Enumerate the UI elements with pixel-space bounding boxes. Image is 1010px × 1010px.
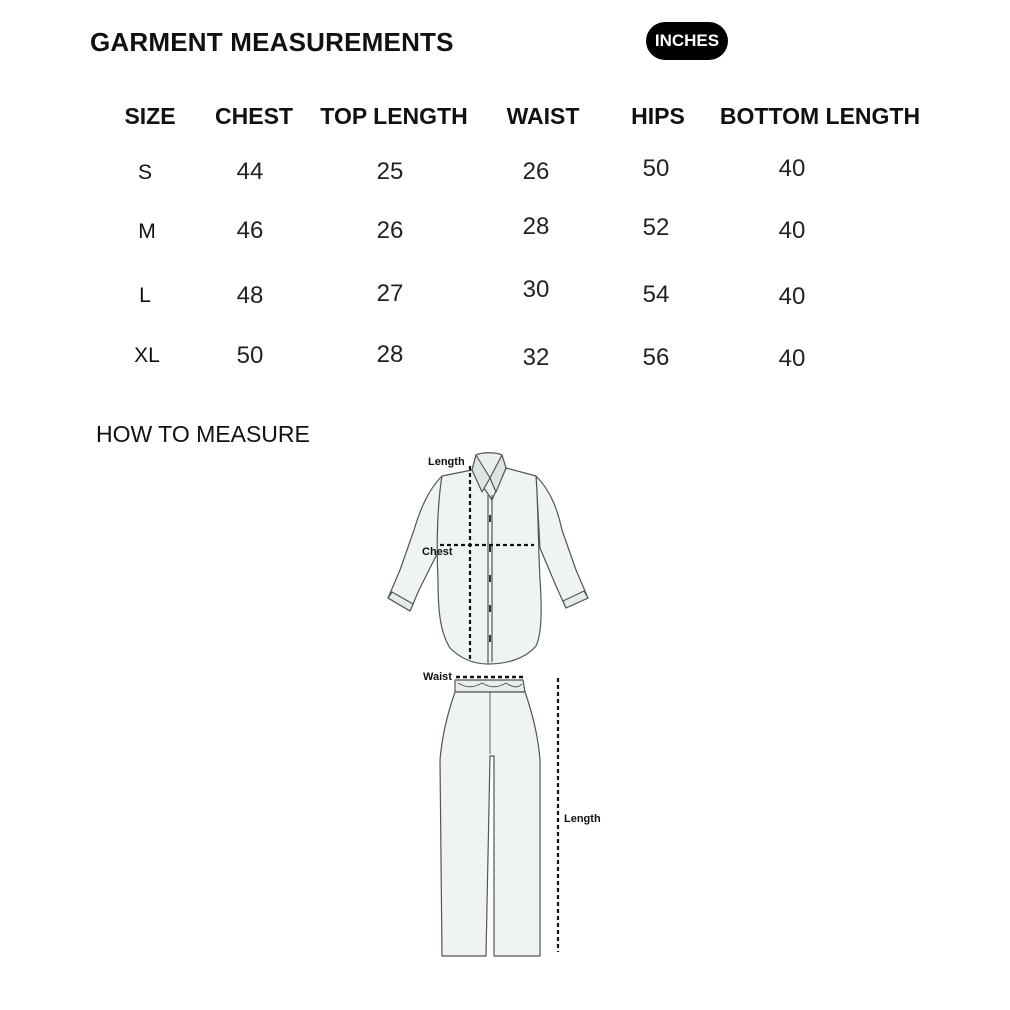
top-length-cell: 28 [376,341,404,368]
chest-label: Chest [422,546,453,558]
size-cell: L [139,284,151,307]
header-hips: HIPS [631,103,685,129]
hips-cell: 52 [642,214,670,241]
chest-cell: 48 [236,282,264,309]
size-cell: M [138,220,156,243]
hips-cell: 56 [642,344,670,371]
top-length-cell: 27 [376,280,404,307]
hips-cell: 54 [642,281,670,308]
bottom-length-cell: 40 [778,217,806,244]
top-length-label: Length [428,456,465,468]
chest-cell: 46 [236,217,264,244]
shirt-illustration [388,453,588,664]
waist-label: Waist [423,671,452,683]
hips-cell: 50 [642,155,670,182]
waist-cell: 28 [522,213,550,240]
how-to-measure-heading: HOW TO MEASURE [96,421,310,447]
bottom-length-label: Length [564,813,601,825]
top-length-cell: 25 [376,158,404,185]
waist-cell: 30 [522,276,550,303]
chest-cell: 44 [236,158,264,185]
trousers-illustration [440,680,540,956]
header-bottom-length: BOTTOM LENGTH [719,103,921,129]
top-length-cell: 26 [376,217,404,244]
header-chest: CHEST [215,103,293,129]
waist-cell: 26 [522,158,550,185]
header-top-length: TOP LENGTH [320,103,468,129]
header-size: SIZE [124,103,176,129]
header-waist: WAIST [506,103,580,129]
size-cell: XL [134,344,160,367]
size-cell: S [137,161,153,184]
waist-cell: 32 [522,344,550,371]
chest-cell: 50 [236,342,264,369]
bottom-length-cell: 40 [778,155,806,182]
bottom-length-cell: 40 [778,345,806,372]
unit-badge: INCHES [646,22,728,60]
bottom-length-cell: 40 [778,283,806,310]
page-title: GARMENT MEASUREMENTS [90,27,454,57]
